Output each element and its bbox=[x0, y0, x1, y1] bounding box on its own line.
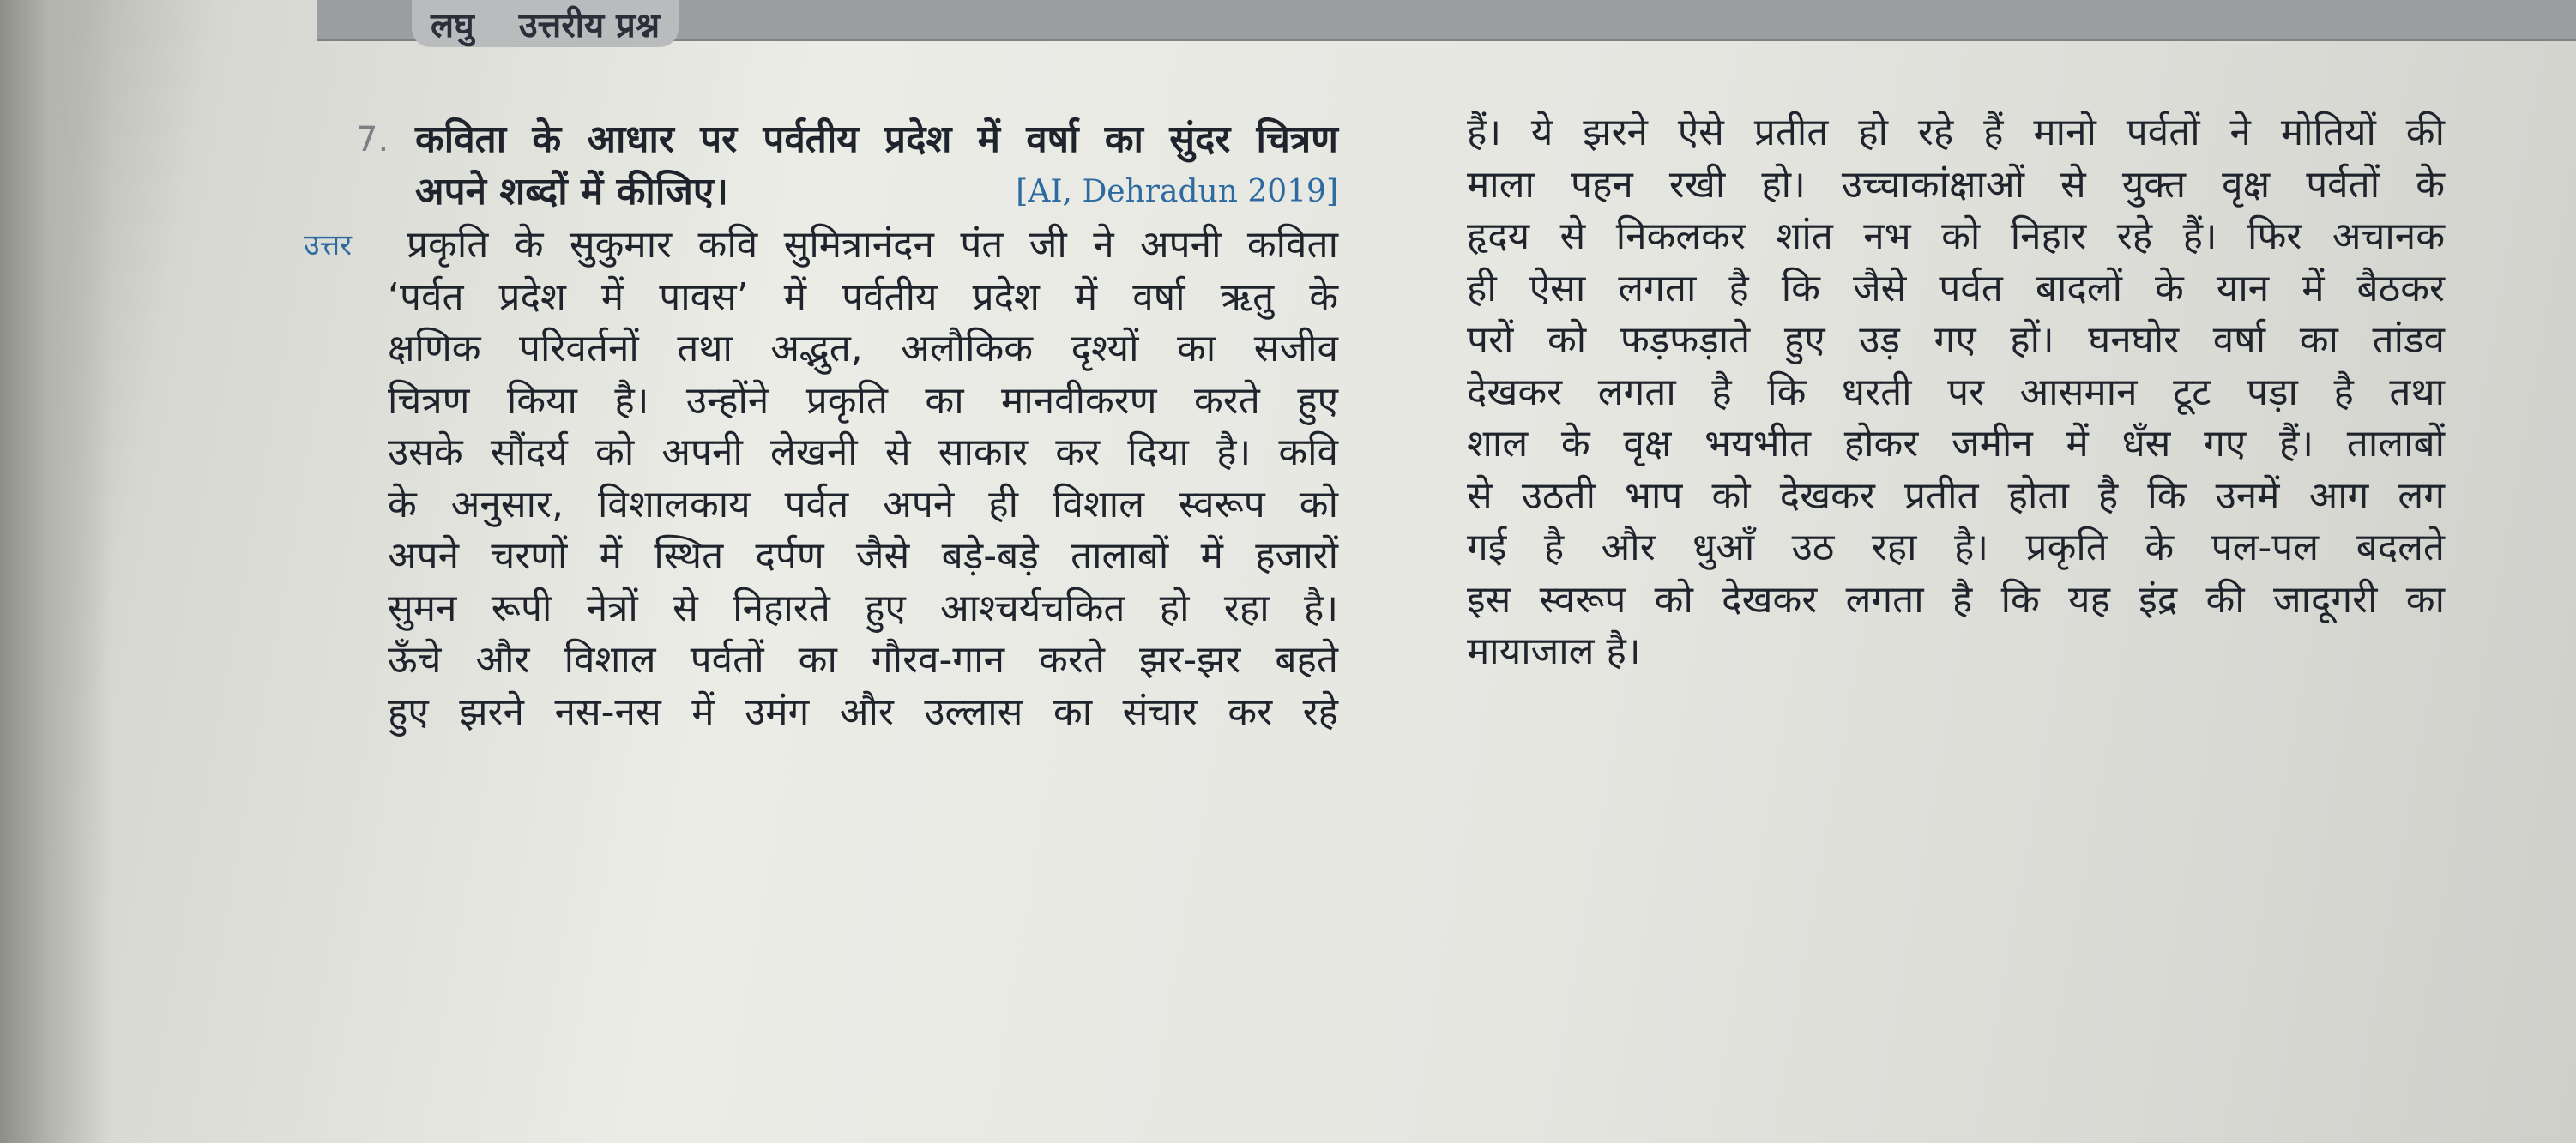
answer-line: क्षणिक परिवर्तनों तथा अद्भुत, अलौकिक दृश्यों का सजीव bbox=[388, 327, 1338, 370]
question-line-1: 7. कविता के आधार पर पर्वतीय प्रदेश में वर्षा का सुंदर चित्रण bbox=[360, 114, 1338, 166]
answer-line: इस स्वरूप को देखकर लगता है कि यह इंद्र की जादूगरी का bbox=[1467, 577, 2445, 622]
question-text-end: अपने शब्दों में कीजिए। bbox=[415, 169, 728, 214]
answer-line-1: उत्तर प्रकृति के सुकुमार कवि सुमित्रानंदन पंत जी ने अपनी कविता bbox=[360, 220, 1338, 272]
question-number: 7. bbox=[356, 120, 389, 159]
answer-line: के अनुसार, विशालकाय पर्वत अपने ही विशाल स्वरूप को bbox=[388, 482, 1338, 526]
question-reference: [AI, Dehradun 2019] bbox=[1016, 173, 1338, 209]
answer-line: हैं। ये झरने ऐसे प्रतीत हो रहे हैं मानो पर्वतों ने मोतियों की bbox=[1467, 111, 2445, 154]
question-line-2 bbox=[360, 166, 1338, 219]
answer-line: से उठती भाप को देखकर प्रतीत होता है कि उनमें आग लग bbox=[1467, 473, 2445, 518]
answer-line: गई है और धुआँ उठ रहा है। प्रकृति के पल-पल बदलते bbox=[1467, 526, 2445, 569]
answer-line: चित्रण किया है। उन्होंने प्रकृति का मानवीकरण करते हुए bbox=[388, 378, 1338, 423]
answer-label: उत्तर bbox=[304, 228, 353, 262]
section-header-word-short: लघु bbox=[431, 6, 474, 45]
answer-line: सुमन रूपी नेत्रों से निहारते हुए आश्चर्यचकित हो रहा है। bbox=[388, 586, 1338, 630]
answer-line: परों को फड़फड़ाते हुए उड़ गए हों। घनघोर वर्षा का तांडव bbox=[1467, 318, 2445, 362]
section-header-title: उत्तरीय प्रश्न bbox=[518, 6, 661, 45]
answer-line: देखकर लगता है कि धरती पर आसमान टूट पड़ा है तथा bbox=[1467, 370, 2445, 414]
answer-line: हुए झरने नस-नस में उमंग और उल्लास का संचार कर रहे bbox=[388, 689, 1338, 734]
section-header-tab bbox=[412, 0, 679, 47]
page-gutter-shadow bbox=[0, 0, 112, 1143]
answer-line-last: मायाजाल है। bbox=[1467, 629, 1641, 673]
answer-line: ऊँचे और विशाल पर्वतों का गौरव-गान करते झर-झर बहते bbox=[388, 638, 1338, 682]
right-column bbox=[1467, 107, 2445, 678]
left-column bbox=[304, 114, 1338, 738]
answer-line: माला पहन रखी हो। उच्चाकांक्षाओं से युक्त वृक्ष पर्वतों के bbox=[1467, 162, 2445, 207]
answer-line: शाल के वृक्ष भयभीत होकर जमीन में धँस गए हैं। तालाबों bbox=[1467, 422, 2445, 466]
answer-line: अपने चरणों में स्थित दर्पण जैसे बड़े-बड़े तालाबों में हजारों bbox=[388, 534, 1338, 578]
answer-line: ‘पर्वत प्रदेश में पावस’ में पर्वतीय प्रदेश में वर्षा ऋतु के bbox=[388, 274, 1338, 319]
answer-line: उसके सौंदर्य को अपनी लेखनी से साकार कर दिया है। कवि bbox=[388, 430, 1338, 474]
answer-line: ही ऐसा लगता है कि जैसे पर्वत बादलों के यान में बैठकर bbox=[1467, 266, 2445, 310]
answer-line: हृदय से निकलकर शांत नभ को निहार रहे हैं। फिर अचानक bbox=[1467, 214, 2445, 258]
